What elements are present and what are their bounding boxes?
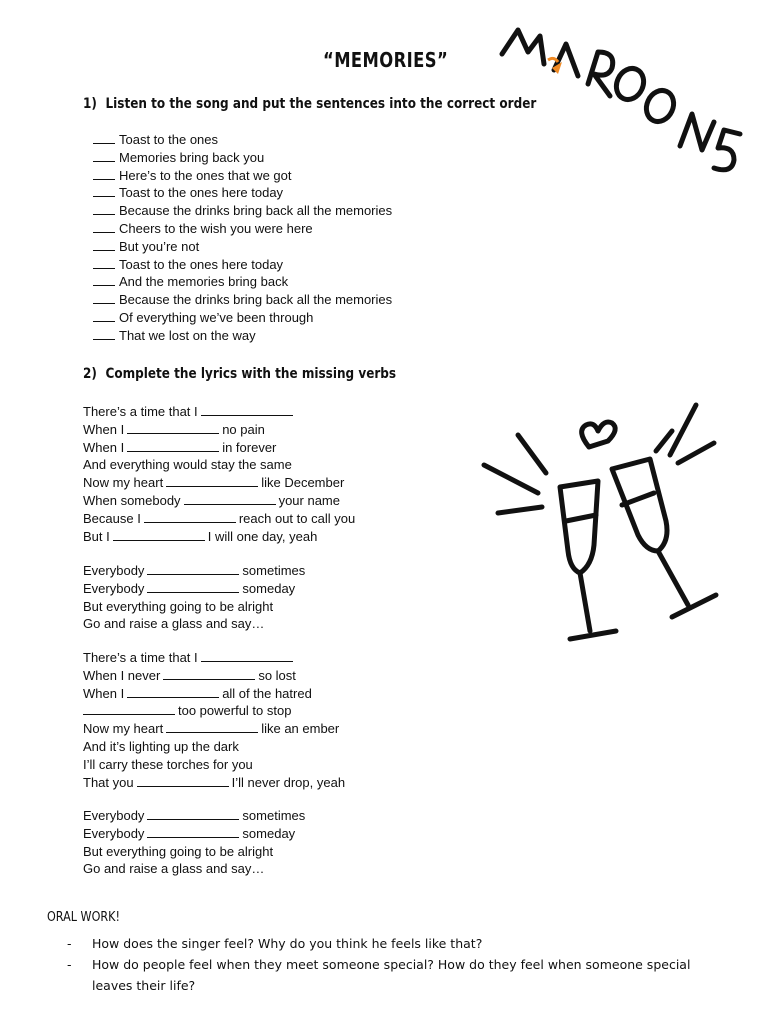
lyric-text: And everything would stay the same bbox=[83, 457, 292, 473]
lyric-text: no pain bbox=[222, 421, 265, 437]
lyric-text: reach out to call you bbox=[238, 510, 356, 526]
order-item bbox=[93, 273, 392, 291]
lyric-line bbox=[83, 403, 355, 421]
lyric-text: sometimes bbox=[242, 563, 306, 578]
lyric-line bbox=[83, 492, 355, 510]
lyric-line bbox=[83, 774, 345, 792]
order-item bbox=[93, 309, 392, 327]
lyric-line bbox=[83, 702, 345, 720]
lyric-blank[interactable] bbox=[147, 826, 239, 838]
lyric-line bbox=[83, 456, 355, 474]
lyric-text: When I bbox=[83, 421, 125, 437]
order-item-text: Because the drinks bring back all the memories bbox=[119, 292, 393, 308]
oral-questions bbox=[67, 933, 747, 996]
lyric-text: Now my heart bbox=[83, 475, 164, 491]
order-blank[interactable] bbox=[93, 168, 115, 180]
order-item bbox=[93, 238, 392, 256]
lyric-line bbox=[83, 580, 305, 598]
lyric-line bbox=[83, 439, 355, 457]
lyrics-stanza-3 bbox=[83, 649, 345, 791]
lyric-line bbox=[83, 738, 345, 756]
lyric-line bbox=[83, 615, 305, 633]
lyric-blank[interactable] bbox=[147, 808, 239, 820]
order-item-text: And the memories bring back bbox=[119, 274, 289, 290]
lyric-text: Go and raise a glass and say… bbox=[83, 616, 265, 632]
order-item-text: Toast to the ones here today bbox=[119, 185, 284, 201]
lyric-text: Now my heart bbox=[83, 721, 164, 737]
question-text: How do people feel when they meet someone special? How do they feel when someone special leaves their life? bbox=[92, 957, 691, 993]
lyric-blank[interactable] bbox=[147, 581, 239, 593]
order-blank[interactable] bbox=[93, 150, 115, 162]
lyric-text: all of the hatred bbox=[222, 685, 312, 701]
order-blank[interactable] bbox=[93, 328, 115, 340]
order-item-text: Toast to the ones here today bbox=[119, 256, 284, 272]
order-item bbox=[93, 167, 392, 185]
question-item bbox=[67, 933, 747, 954]
lyric-text: There’s a time that I bbox=[83, 650, 198, 665]
lyric-text: someday bbox=[242, 825, 296, 841]
section1-heading-text: Listen to the song and put the sentences into the correct order bbox=[105, 96, 537, 112]
order-item bbox=[93, 256, 392, 274]
lyric-text: sometimes bbox=[242, 808, 306, 823]
lyric-line bbox=[83, 860, 305, 878]
oral-work-heading: ORAL WORK! bbox=[47, 910, 120, 925]
lyric-line bbox=[83, 843, 305, 861]
lyric-text: But everything going to be alright bbox=[83, 598, 274, 614]
section1-number: 1) bbox=[83, 96, 97, 112]
lyric-text: Everybody bbox=[83, 563, 145, 578]
section2-number: 2) bbox=[83, 366, 97, 382]
lyric-text: too powerful to stop bbox=[178, 703, 292, 719]
lyric-text: someday bbox=[242, 580, 296, 596]
logo-text: MAROON5 bbox=[488, 18, 494, 19]
lyric-text: Everybody bbox=[83, 580, 145, 596]
lyric-line bbox=[83, 667, 345, 685]
question-dash: - bbox=[67, 957, 72, 972]
order-item-text: Toast to the ones bbox=[119, 132, 219, 147]
question-text: How does the singer feel? Why do you think he feels like that? bbox=[92, 936, 483, 951]
lyric-text: There’s a time that I bbox=[83, 404, 198, 419]
lyric-text: When I never bbox=[83, 667, 161, 683]
lyric-blank[interactable] bbox=[113, 529, 205, 541]
lyric-blank[interactable] bbox=[83, 703, 175, 715]
order-item-text: Here’s to the ones that we got bbox=[119, 167, 292, 183]
order-blank[interactable] bbox=[93, 310, 115, 322]
lyrics-stanza-1 bbox=[83, 403, 355, 545]
lyric-text: But everything going to be alright bbox=[83, 843, 274, 859]
lyric-text: I will one day, yeah bbox=[207, 528, 318, 544]
lyric-blank[interactable] bbox=[184, 493, 276, 505]
lyric-text: Everybody bbox=[83, 808, 145, 823]
lyric-line bbox=[83, 825, 305, 843]
order-blank[interactable] bbox=[93, 132, 115, 144]
order-item-text: Cheers to the wish you were here bbox=[119, 220, 313, 236]
lyric-text: Because I bbox=[83, 510, 141, 526]
lyric-line bbox=[83, 562, 305, 580]
order-item-text: But you’re not bbox=[119, 238, 200, 254]
lyric-text: I’ll never drop, yeah bbox=[231, 774, 346, 790]
order-item bbox=[93, 220, 392, 238]
order-item bbox=[93, 184, 392, 202]
order-item bbox=[93, 149, 392, 167]
order-blank[interactable] bbox=[93, 203, 115, 215]
lyric-line bbox=[83, 421, 355, 439]
lyric-blank[interactable] bbox=[166, 475, 258, 487]
order-item bbox=[93, 131, 392, 149]
lyric-line bbox=[83, 474, 355, 492]
order-blank[interactable] bbox=[93, 239, 115, 251]
order-blank[interactable] bbox=[93, 257, 115, 269]
order-item bbox=[93, 291, 392, 309]
section2-heading bbox=[83, 366, 396, 382]
order-item-text: That we lost on the way bbox=[119, 327, 256, 343]
lyric-text: When I bbox=[83, 439, 125, 455]
lyric-blank[interactable] bbox=[144, 511, 236, 523]
lyric-line bbox=[83, 720, 345, 738]
lyrics-stanza-4 bbox=[83, 807, 305, 878]
champagne-glasses-icon bbox=[478, 395, 740, 647]
lyric-text: When I bbox=[83, 685, 125, 701]
lyric-blank[interactable] bbox=[127, 686, 219, 698]
lyric-blank[interactable] bbox=[163, 668, 255, 680]
lyric-text: When somebody bbox=[83, 492, 181, 508]
order-item bbox=[93, 202, 392, 220]
order-blank[interactable] bbox=[93, 185, 115, 197]
lyric-blank[interactable] bbox=[147, 563, 239, 575]
lyric-text: like an ember bbox=[261, 721, 340, 737]
lyric-blank[interactable] bbox=[127, 422, 219, 434]
lyric-text: your name bbox=[278, 492, 340, 508]
lyric-text: so lost bbox=[258, 667, 296, 683]
section1-heading bbox=[83, 96, 536, 112]
lyric-line bbox=[83, 510, 355, 528]
lyric-line bbox=[83, 756, 345, 774]
lyric-blank[interactable] bbox=[201, 404, 293, 416]
lyric-line bbox=[83, 649, 345, 667]
lyric-line bbox=[83, 528, 355, 546]
order-blank[interactable] bbox=[93, 274, 115, 286]
lyric-text: like December bbox=[261, 475, 345, 491]
section2-heading-text: Complete the lyrics with the missing verbs bbox=[105, 366, 397, 382]
lyric-blank[interactable] bbox=[127, 440, 219, 452]
lyric-text: I’ll carry these torches for you bbox=[83, 756, 253, 772]
lyric-text: in forever bbox=[222, 439, 277, 455]
lyric-line bbox=[83, 598, 305, 616]
lyric-blank[interactable] bbox=[201, 650, 293, 662]
lyric-line bbox=[83, 807, 305, 825]
lyric-line bbox=[83, 685, 345, 703]
question-dash: - bbox=[67, 936, 72, 951]
order-item bbox=[93, 327, 392, 345]
lyric-text: Go and raise a glass and say… bbox=[83, 861, 265, 877]
lyric-text: And it’s lighting up the dark bbox=[83, 738, 239, 754]
order-item-text: Because the drinks bring back all the memories bbox=[119, 203, 393, 219]
order-item-text: Memories bring back you bbox=[119, 149, 265, 165]
order-blank[interactable] bbox=[93, 292, 115, 304]
lyric-blank[interactable] bbox=[137, 775, 229, 787]
order-item-text: Of everything we’ve been through bbox=[119, 309, 314, 325]
question-item bbox=[67, 954, 747, 996]
lyric-text: That you bbox=[83, 774, 134, 790]
lyric-blank[interactable] bbox=[166, 721, 258, 733]
lyric-text: Everybody bbox=[83, 825, 145, 841]
lyric-text: But I bbox=[83, 528, 110, 544]
order-blank[interactable] bbox=[93, 221, 115, 233]
order-list bbox=[93, 131, 392, 345]
lyrics-stanza-2 bbox=[83, 562, 305, 633]
worksheet-title: “MEMORIES” bbox=[323, 48, 449, 72]
